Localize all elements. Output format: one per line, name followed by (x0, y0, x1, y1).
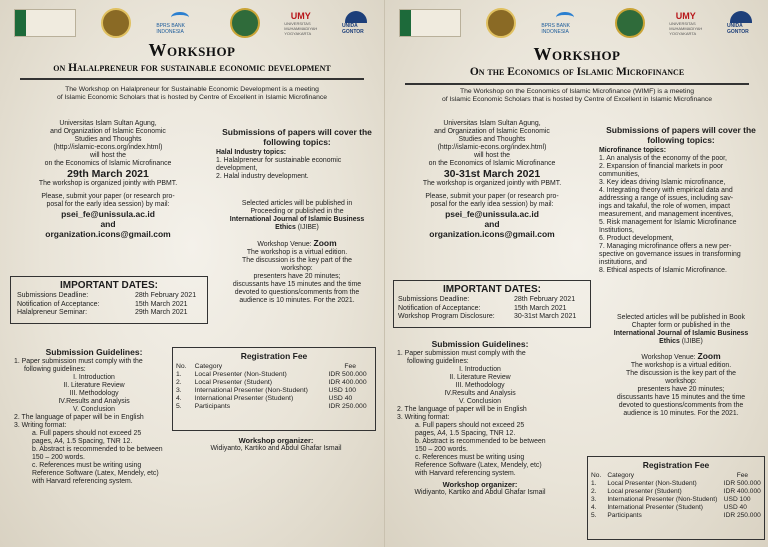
pbmt-logo (101, 8, 131, 38)
bank-indonesia-logo: BPRS BANK INDONESIA (156, 9, 204, 37)
topics-section: Submissions of papers will cover the following topics: Microfinance topics: 1. An analysis of the economy of the poor, 2. Expansion of financial markets in poor communities, 3. Key ideas driving Islamic microfinance, 4. Integrating theory with empirical data and addressing a range of issues, including sav- ings and takaful, the role of women, impact measurement, and management incentives, 5. Risk management for Islamic Microfinance Institutions, 6. Product development, 7. Managing microfinance offers a new per- spective on governance issues in transforming institutions, and 8. Ethical aspects of Islamic Microfinance. (599, 126, 763, 275)
text-line: following guidelines: (407, 358, 469, 365)
text-line: 7. Managing microfinance offers a new per- (599, 243, 732, 250)
bank-indonesia-logo: BPRS BANK INDONESIA (541, 9, 589, 37)
workshop-organizer: Workshop organizer: Widiyanto, Kartiko and Abdul Ghafar Ismail (210, 436, 342, 452)
text-line: 1. An analysis of the economy of the poor, (599, 155, 727, 162)
poster-title: Workshop (533, 44, 621, 64)
text-line: with Harvard referencing system. (32, 478, 133, 485)
text-line: 1. Paper submission must comply with the (14, 358, 143, 365)
text-line: addressing a range of issues, including sav- (599, 195, 734, 202)
text-line: V. Conclusion (73, 406, 115, 413)
text-line: 5. Risk management for Islamic Microfinance (599, 219, 737, 226)
submission-guidelines: Submission Guidelines: 1. Paper submission must comply with the following guidelines: I. Introduction II. Literature Review III. Methodology IV.Results and Analysis V. Conclusion 2. The language of paper will be in English 3. Writing format: a. Full papers should not exceed 25 pages, A4, 1.5 Spacing, TNR 12. b. Abstract is recommended to be between 150 – 200 words. c. References must be writing using Reference Software (Latex, Mendely, etc) with Harvard referencing system. Workshop organizer: Widiyanto, Kartiko and Abdul Ghafar Ismail (397, 340, 563, 497)
text-line: V. Conclusion (459, 398, 501, 405)
registration-fee-box: Registration Fee No. Category Fee 1. Local Presenter (Non-Student) IDR 500.000 2. Local Presenter (Student) IDR 400.000 3. International Presenter (Non-Student) USD 100 4. International Presenter (Student) USD 40 5. Participants IDR 250.000 (172, 347, 376, 431)
text-line: spective on governance issues in transforming (599, 251, 741, 258)
pbmt-logo (486, 8, 516, 38)
unissula-seal-logo (230, 8, 260, 38)
text-line: 2. Expansion of financial markets in poor (599, 163, 724, 170)
text-line: 8. Ethical aspects of Islamic Microfinance. (599, 267, 727, 274)
text-line: communities, (599, 171, 640, 178)
email-link-2[interactable]: organization.icons@gmail.com (45, 229, 171, 239)
text-line: III. Methodology (455, 382, 505, 389)
logo-strip (399, 6, 755, 40)
important-dates-box: IMPORTANT DATES: Submissions Deadline: 28th February 2021 Notification of Acceptance: 15th March 2021 Halalpreneur Seminar: 29th March 2021 (10, 276, 208, 324)
publication-venue: Selected articles will be published in Book Chapter form or published in the International Journal of Islamic Business Ethics (IJIBE) Workshop Venue: Zoom The workshop is a virtual edition. The discussion is the key part of the workshop: presenters have 20 minutes; discussants have 15 minutes and the time devoted to questions/comments from the audience is 10 minutes. For the 2021. (613, 314, 749, 417)
text-line: Institutions, (599, 227, 634, 234)
text-line: a. Full papers should not exceed 25 (32, 430, 142, 437)
umy-logo: UMY UNIVERSITAS MUHAMMADIYAH YOGYAKARTA (284, 10, 318, 36)
text-line: Reference Software (Latex, Mendely, etc) (32, 470, 159, 477)
unissula-logo (14, 9, 76, 37)
poster-subtitle: on Halalpreneur for sustainable economic development (53, 62, 331, 74)
publication-venue: Selected articles will be published in Proceeding or published in the International Journal of Islamic Business Ethics (IJIBE) Workshop Venue: Zoom The workshop is a virtual edition. The discussion is the key part of the workshop: presenters have 20 minutes; discussants have 15 minutes and the time devoted to questions/comments from the audience is 10 minutes. For the 2021. (229, 200, 365, 304)
venue-zoom: Zoom (313, 238, 337, 248)
intro-text: The Workshop on Halalpreneur for Sustainable Economic Development is a meeting of Islamic Economic Scholars that is hosted by Centre of Excellent in Islamic Microfinance (56, 86, 328, 101)
poster-subtitle: On the Economics of Islamic Microfinance (469, 66, 685, 78)
event-date: 29th March 2021 (67, 168, 149, 180)
text-line: II. Literature Review (449, 374, 511, 381)
text-line: 2. The language of paper will be in English (14, 414, 144, 421)
text-line: 1. Paper submission must comply with the (397, 350, 526, 357)
text-line: 3. Writing format: (397, 414, 450, 421)
event-date: 30-31st March 2021 (443, 168, 541, 180)
venue-zoom: Zoom (697, 351, 721, 361)
text-line: c. References must be writing using (415, 454, 525, 461)
logo-strip (14, 6, 370, 40)
submission-guidelines: Submission Guidelines: 1. Paper submission must comply with the following guidelines: I. Introduction II. Literature Review III. Methodology IV.Results and Analysis V. Conclusion 2. The language of paper will be in English 3. Writing format: a. Full papers should not exceed 25 pages, A4, 1.5 Spacing, TNR 12. b. Abstract is recommended to be between 150 – 200 words. c. References must be writing using Reference Software (Latex, Mendely, etc) with Harvard referencing system. (14, 348, 174, 486)
title-rule (405, 83, 749, 85)
text-line: 3. Writing format: (14, 422, 67, 429)
text-line: II. Literature Review (63, 382, 125, 389)
text-line: following guidelines: (24, 366, 86, 373)
text-line: 150 – 200 words. (32, 454, 85, 461)
title-rule (20, 78, 364, 80)
intro-text: The Workshop on the Economics of Islamic Microfinance (WIMF) is a meeting of Islamic Economic Scholars that is hosted by Centre of Excellent in Islamic Microfinance (441, 88, 713, 103)
email-link-1[interactable]: psei_fe@unissula.ac.id (61, 209, 155, 219)
text-line: 2. The language of paper will be in English (397, 406, 527, 413)
text-line: 6. Product development, (599, 235, 674, 242)
umy-logo: UMY UNIVERSITAS MUHAMMADIYAH YOGYAKARTA (669, 10, 703, 36)
text-line: 150 – 200 words. (415, 446, 468, 453)
host-info: Universitas Islam Sultan Agung, and Organization of Islamic Economic Studies and Thoughts (http://islamic-econs.org/index.html) will host the on the Economics of Islamic Microfinance 30-31st March 2021 The workshop is organized jointly with PBMT. Please, submit your paper (or research pro- posal for the early idea session) by mail: psei_fe@unissula.ac.id and organization.icons@gmail.com (395, 120, 589, 239)
unissula-logo (399, 9, 461, 37)
text-line: I. Introduction (73, 374, 115, 381)
unida-logo: UNIDA GONTOR (727, 9, 755, 37)
email-link-2[interactable]: organization.icons@gmail.com (429, 229, 555, 239)
poster-title: Workshop (148, 40, 236, 60)
text-line: 4. Integrating theory with empirical data and (599, 187, 733, 194)
text-line: III. Methodology (69, 390, 119, 397)
text-line: c. References must be writing using (32, 462, 142, 469)
unida-logo: UNIDA GONTOR (342, 9, 370, 37)
fee-table: No. Category Fee 1. Local Presenter (Non-Student) IDR 500.000 2. Local Presenter (Student) IDR 400.000 3. International Presenter (Non-Student) USD 100 4. International Presenter (Student) USD 40 5. Participants IDR 250.000 (176, 363, 367, 410)
text-line: IV.Results and Analysis (58, 398, 130, 405)
email-link-1[interactable]: psei_fe@unissula.ac.id (445, 209, 539, 219)
registration-fee-box: Registration Fee No. Category Fee 1. Local Presenter (Non-Student) IDR 500.000 2. Local presenter (Student) IDR 400.000 3. International Presenter (Non-Student) USD 100 4. International Presenter (Student) USD 40 5. Participants IDR 250.000 (587, 456, 765, 540)
text-line: b. Abstract is recommended to be between (32, 446, 163, 453)
fee-table: No. Category Fee 1. Local Presenter (Non-Student) IDR 500.000 2. Local presenter (Student) IDR 400.000 3. International Presenter (Non-Student) USD 100 4. International Presenter (Student) USD 40 5. Participants IDR 250.000 (591, 472, 761, 519)
unissula-seal-logo (615, 8, 645, 38)
text-line: with Harvard referencing system. (415, 470, 516, 477)
text-line: pages, A4, 1.5 Spacing, TNR 12. (415, 430, 516, 437)
text-line: 3. Key ideas driving Islamic microfinance, (599, 179, 726, 186)
text-line: b. Abstract is recommended to be between (415, 438, 546, 445)
topics-section: Submissions of papers will cover the following topics: Halal Industry topics: 1. Halalpreneur for sustainable economic development, 2. Halal industry development. (216, 127, 372, 180)
text-line: measurement, and management incentives, (599, 211, 734, 218)
text-line: IV.Results and Analysis (444, 390, 516, 397)
important-dates-box: IMPORTANT DATES: Submissions Deadline: 28th February 2021 Notification of Acceptance: 15th March 2021 Workshop Program Disclosure: 30-31st March 2021 (393, 280, 591, 328)
right-poster (384, 0, 768, 547)
text-line: pages, A4, 1.5 Spacing, TNR 12. (32, 438, 133, 445)
text-line: institutions, and (599, 259, 647, 266)
text-line: ings and takaful, the role of women, impact (599, 203, 730, 210)
text-line: Reference Software (Latex, Mendely, etc) (415, 462, 542, 469)
text-line: I. Introduction (459, 366, 501, 373)
text-line: a. Full papers should not exceed 25 (415, 422, 525, 429)
host-info: Universitas Islam Sultan Agung, and Organization of Islamic Economic Studies and Thoughts (http://islamic-econs.org/index.html) will host the on the Economics of Islamic Microfinance 29th March 2021 The workshop is organized jointly with PBMT. Please, submit your paper (or research pro- posal for the early idea session) by mail: psei_fe@unissula.ac.id and organization.icons@gmail.com (10, 120, 206, 239)
